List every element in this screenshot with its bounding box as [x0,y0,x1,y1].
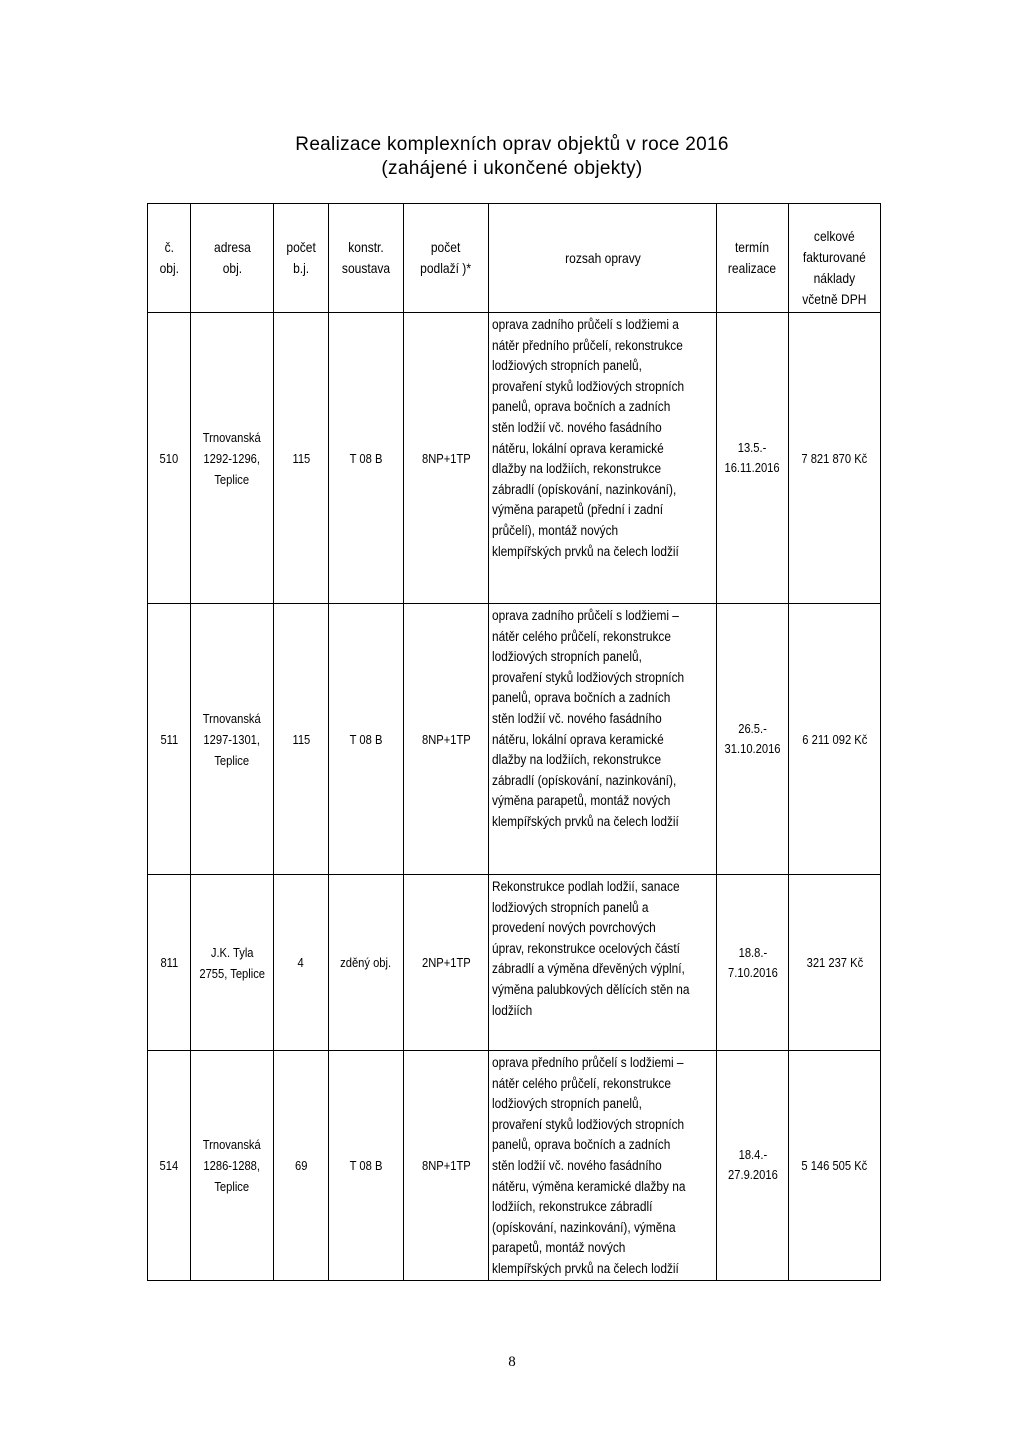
cell-repair-scope [489,875,717,1051]
header-text-line: konstr. [348,239,384,255]
address-line: 1292-1296, [203,450,261,466]
term-line: 27.9.2016 [727,1167,778,1183]
repair-scope-line: výměna parapetů (přední i zadní [492,502,664,518]
repair-scope-line: provedení nových povrchových [492,920,656,936]
object-number: 514 [159,1157,179,1173]
repair-scope-line: nátěru, lokální oprava keramické [492,731,664,747]
unit-count: 4 [297,955,305,970]
col-header-construction [329,204,404,313]
title-line-2: (zahájené i ukončené objekty) [381,158,643,179]
repair-scope-line: klempířských prvků na čelech lodžií [492,1260,679,1276]
floor-count: 8NP+1TP [421,731,471,747]
realization-term [728,943,778,983]
repair-scope-line: klempířských prvků na čelech lodžií [492,543,679,559]
table-row [148,1051,881,1281]
term-line: 18.4.- [738,1147,767,1163]
address [203,708,261,771]
cell-construction [329,313,404,604]
construction-system: T 08 B [349,731,383,747]
address-line: Teplice [214,1178,250,1194]
floor-count: 2NP+1TP [421,955,471,970]
cell-object-number [148,1051,191,1281]
address [203,1134,261,1197]
repair-scope-line: nátěru, lokální oprava keramické [492,440,664,456]
table-row [148,875,881,1051]
repair-scope-line: panelů, oprava bočních a zadních [492,690,671,706]
repairs-table [147,203,881,1281]
construction-system: T 08 B [349,1157,383,1173]
cell-unit-count [274,313,329,604]
repair-scope-line: nátěr předního průčelí, rekonstrukce [492,337,683,353]
address-line: Teplice [214,471,250,487]
cell-floors [404,1051,489,1281]
repair-scope-line: stěn lodžií vč. nového fasádního [492,1157,662,1173]
term-line: 26.5.- [738,721,767,736]
term-line: 31.10.2016 [724,741,781,756]
col-header-units [274,204,329,313]
cell-total-cost [789,875,881,1051]
repair-scope-line: lodžiových stropních panelů a [492,899,649,915]
cell-construction [329,1051,404,1281]
repair-scope-line: oprava zadního průčelí s lodžiemi – [492,608,679,623]
repair-scope-line: stěn lodžií vč. nového fasádního [492,419,662,435]
table-header-row [148,204,881,313]
header-text-line: včetně DPH [802,291,867,307]
repair-scope-line: výměna palubkových dělících stěn na [492,981,690,997]
realization-term [725,438,780,478]
repair-scope-line: lodžiových stropních panelů, [492,358,642,374]
repair-scope-line: zábradlí a výměna dřevěných výplní, [492,961,685,977]
address-line: Teplice [214,752,250,768]
unit-count: 115 [292,450,310,466]
cell-address [191,313,274,604]
col-header-floors [404,204,489,313]
total-cost: 321 237 Kč [806,955,863,970]
col-header-address [191,204,274,313]
address-line: Trnovanská [203,1136,261,1152]
col-header-cost [789,204,881,313]
repair-scope-line: dlažby na lodžiích, rekonstrukce [492,461,662,477]
repair-scope-line: stěn lodžií vč. nového fasádního [492,710,662,726]
col-header-term [717,204,789,313]
repair-scope-line: oprava zadního průčelí s lodžiemi a [492,317,679,332]
cell-address [191,604,274,875]
cell-object-number [148,313,191,604]
table-row [148,604,881,875]
header-text-line: celkové [814,228,855,244]
repair-scope-line: průčelí), montáž nových [492,522,619,538]
floor-count: 8NP+1TP [421,1157,471,1173]
header-text-line: č. [164,239,174,255]
address-line: Trnovanská [203,710,261,726]
cell-address [191,1051,274,1281]
repair-scope-line: provaření styků lodžiových stropních [492,378,685,394]
cell-repair-scope [489,1051,717,1281]
total-cost: 6 211 092 Kč [801,731,868,747]
header-text-line: rozsah opravy [564,249,641,266]
repair-scope-line: výměna parapetů, montáž nových [492,793,671,809]
repair-scope-line: dlažby na lodžiích, rekonstrukce [492,752,662,768]
header-text-line: náklady [813,270,856,286]
repair-scope-line: nátěru, výměna keramické dlažby na [492,1178,686,1194]
construction-system: zděný obj. [340,955,392,970]
repair-scope-line: Rekonstrukce podlah lodžií, sanace [492,879,680,894]
header-text-line: obj. [159,260,179,276]
header-text-line: realizace [728,260,777,276]
header-text-line: b.j. [292,260,310,276]
term-line: 13.5.- [738,440,767,455]
repair-scope-line: nátěr celého průčelí, rekonstrukce [492,628,671,644]
repair-scope-line: (opískování, nazinkování), výměna [492,1219,676,1235]
title-line-1: Realizace komplexních oprav objektů v roce 2016 [295,134,729,155]
repair-scope-line: nátěr celého průčelí, rekonstrukce [492,1075,671,1091]
repair-scope-line: lodžiích, rekonstrukce zábradlí [492,1199,653,1215]
term-line: 18.8.- [738,944,767,960]
cell-total-cost [789,1051,881,1281]
header-text-line: termín [735,239,770,255]
repair-scope-line: provaření styků lodžiových stropních [492,669,685,685]
total-cost: 5 146 505 Kč [801,1157,868,1173]
cell-floors [404,604,489,875]
cell-repair-scope [489,604,717,875]
cell-unit-count [274,875,329,1051]
unit-count: 69 [294,1157,308,1173]
object-number: 811 [160,955,178,970]
header-text-line: fakturované [803,249,866,265]
col-header-scope [489,204,717,313]
term-line: 16.11.2016 [724,460,781,475]
address [203,427,261,490]
header-text-line: počet [286,239,316,255]
repair-scope-line: provaření styků lodžiových stropních [492,1116,685,1132]
cell-address [191,875,274,1051]
floor-count: 8NP+1TP [421,450,471,466]
cell-object-number [148,875,191,1051]
cell-term [717,875,789,1051]
term-line: 7.10.2016 [727,964,778,980]
header-text-line: adresa [213,239,251,255]
table-row [148,313,881,604]
col-header-num [148,204,191,313]
repair-scope-line: panelů, oprava bočních a zadních [492,1137,671,1153]
header-text-line: počet [431,239,461,255]
construction-system: T 08 B [349,450,383,466]
cell-floors [404,875,489,1051]
cell-object-number [148,604,191,875]
repair-scope-line: oprava předního průčelí s lodžiemi – [492,1055,684,1070]
cell-term [717,313,789,604]
document-title [0,133,1024,181]
cell-unit-count [274,1051,329,1281]
cell-unit-count [274,604,329,875]
repair-scope-line: lodžiích [492,1002,533,1018]
repair-scope-line: lodžiových stropních panelů, [492,649,642,665]
realization-term [728,1145,778,1185]
repair-scope-line: parapetů, montáž nových [492,1240,626,1256]
address-line: J.K. Tyla [210,944,254,960]
repair-scope-line: lodžiových stropních panelů, [492,1096,642,1112]
repair-scope-line: úprav, rekonstrukce ocelových částí [492,940,680,956]
cell-construction [329,875,404,1051]
address-line: 1297-1301, [203,731,261,747]
repair-scope-line: klempířských prvků na čelech lodžií [492,813,679,829]
address-line: 2755, Teplice [199,965,265,981]
header-text-line: podlaží )* [420,260,472,276]
object-number: 511 [160,731,178,747]
unit-count: 115 [292,731,310,747]
header-text-line: soustava [341,260,391,276]
repair-scope-line: panelů, oprava bočních a zadních [492,399,671,415]
repair-scope-line: zábradlí (opískování, nazinkování), [492,481,677,497]
cell-construction [329,604,404,875]
address-line: 1286-1288, [203,1157,261,1173]
total-cost: 7 821 870 Kč [801,450,868,466]
cell-floors [404,313,489,604]
repair-scope-line: zábradlí (opískování, nazinkování), [492,772,677,788]
cell-repair-scope [489,313,717,604]
cell-term [717,1051,789,1281]
page-number: 8 [508,1354,516,1370]
header-text-line: obj. [222,260,242,276]
realization-term [725,719,781,759]
object-number: 510 [159,450,179,466]
address-line: Trnovanská [203,429,261,445]
address [199,942,265,984]
cell-term [717,604,789,875]
cell-total-cost [789,313,881,604]
cell-total-cost [789,604,881,875]
